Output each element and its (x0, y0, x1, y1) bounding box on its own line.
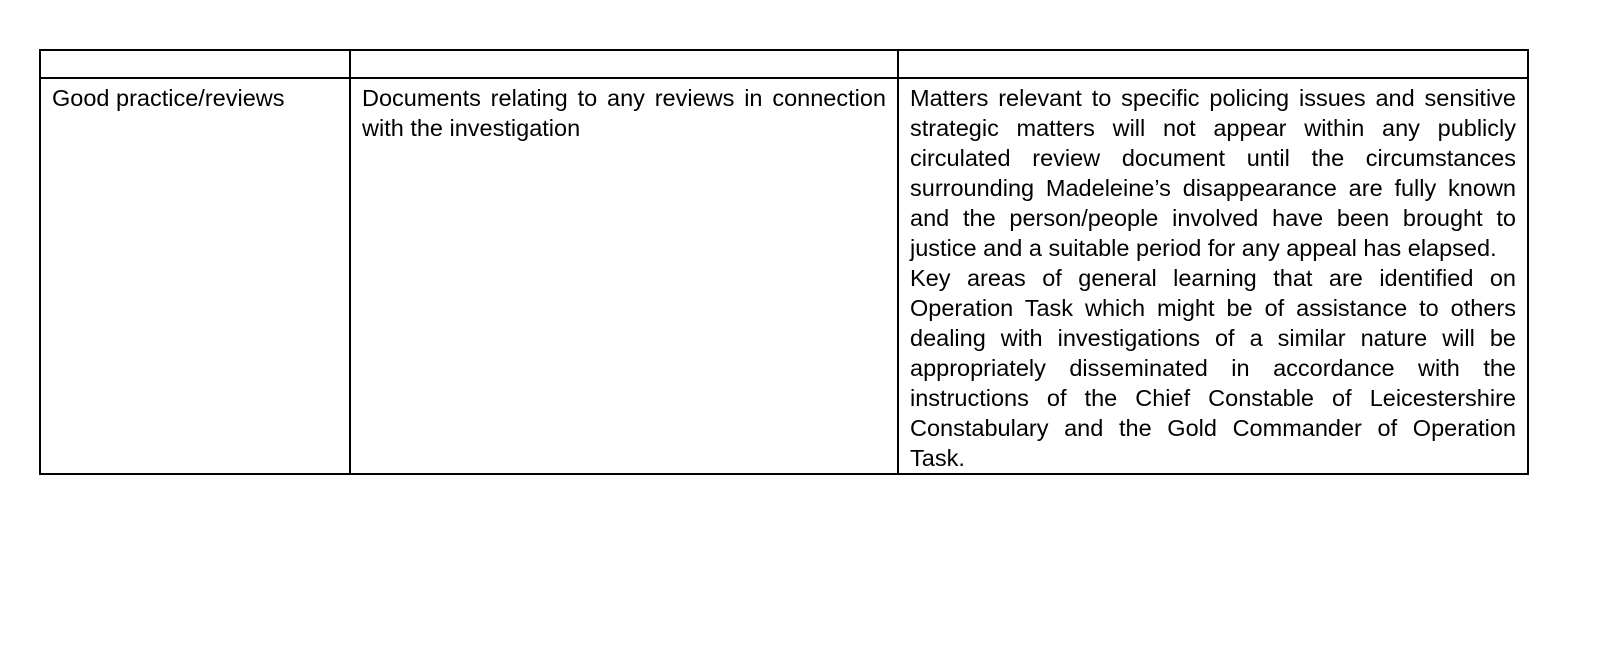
header-cell-3 (898, 50, 1528, 78)
header-cell-1 (40, 50, 350, 78)
reasons-paragraph-1: Matters relevant to specific policing issues and sensitive strategic matters will not appear within any publicly circulated review document until the circumstances surrounding Madeleine’s disappearance are fully known and the person/people involved have been brought to justice and a suitable period for any appeal has elapsed. (910, 85, 1516, 261)
category-text: Good practice/reviews (52, 85, 285, 111)
records-table (39, 49, 1529, 475)
documents-cell (350, 78, 898, 474)
documents-text: Documents relating to any reviews in connection with the investigation (362, 85, 886, 141)
table-header-row (40, 50, 1528, 78)
header-cell-2 (350, 50, 898, 78)
table-row (40, 78, 1528, 474)
category-cell (40, 78, 350, 474)
reasons-cell (898, 78, 1528, 474)
reasons-paragraph-2: Key areas of general learning that are identified on Operation Task which might be of assistance to others dealing with investigations of a similar nature will be appropriately disseminated in accordance with the instructions of the Chief Constable of Leicestershire Constabulary and the Gold Commander of Operation Task. (910, 265, 1516, 471)
